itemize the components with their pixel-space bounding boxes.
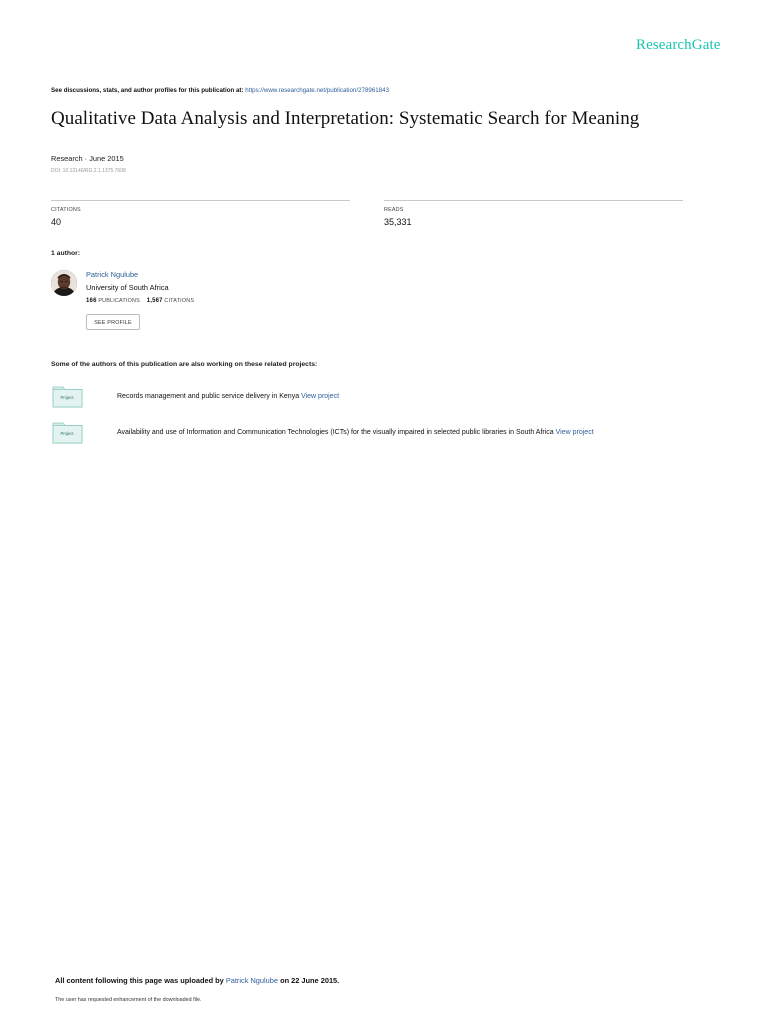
authors-heading: 1 author:	[51, 250, 81, 257]
related-project-title: Records management and public service delivery in Kenya	[117, 393, 300, 400]
view-project-link[interactable]: View project	[555, 429, 594, 436]
uploader-link[interactable]: Patrick Ngulube	[225, 976, 278, 985]
citations-label: CITATIONS	[51, 207, 81, 213]
view-project-link[interactable]: View project	[301, 393, 340, 400]
author-name-link[interactable]: Patrick Ngulube	[86, 270, 139, 279]
avatar-icon[interactable]	[51, 270, 77, 296]
author-affiliation: University of South Africa	[86, 283, 169, 292]
publication-meta: Research · June 2015	[51, 154, 124, 163]
citations-divider	[51, 200, 350, 201]
uploaded-by-line	[55, 976, 339, 985]
author-stats	[86, 298, 194, 304]
uploaded-prefix: All content following this page was uploaded by	[55, 976, 224, 985]
reads-value: 35,331	[384, 217, 412, 227]
related-project-title: Availability and use of Information and Communication Technologies (ICTs) for the visually impaired in selected public libraries in South Africa	[117, 429, 554, 436]
reads-label: READS	[384, 207, 404, 213]
author-citations-label: CITATIONS	[164, 298, 195, 304]
author-publications-count: 166	[86, 298, 97, 304]
folder-icon[interactable]	[52, 385, 84, 409]
reads-divider	[384, 200, 683, 201]
author-citations-count: 1,567	[146, 298, 163, 304]
discussion-prefix: See discussions, stats, and author profiles for this publication at:	[51, 87, 244, 94]
citations-value: 40	[51, 217, 62, 227]
related-projects-heading: Some of the authors of this publication are also working on these related projects:	[51, 361, 318, 368]
researchgate-logo[interactable]: ResearchGate	[636, 37, 721, 53]
publication-url-link[interactable]: https://www.researchgate.net/publication/278961843	[245, 87, 390, 94]
related-project-item	[117, 393, 339, 400]
publication-doi: DOI: 10.13140/RG.2.1.1375.7608	[51, 168, 126, 174]
see-profile-button[interactable]: SEE PROFILE	[86, 314, 140, 330]
project-badge: Project	[60, 431, 74, 436]
author-publications-label: PUBLICATIONS	[98, 298, 140, 304]
project-badge: Project	[60, 395, 74, 400]
publication-title: Qualitative Data Analysis and Interpretation: Systematic Search for Meaning	[51, 108, 640, 129]
discussion-line	[51, 87, 389, 94]
folder-icon[interactable]	[52, 421, 84, 445]
uploaded-suffix: on 22 June 2015.	[280, 976, 340, 985]
related-project-item	[117, 429, 594, 436]
enhancement-note: The user has requested enhancement of the downloaded file.	[55, 997, 202, 1003]
